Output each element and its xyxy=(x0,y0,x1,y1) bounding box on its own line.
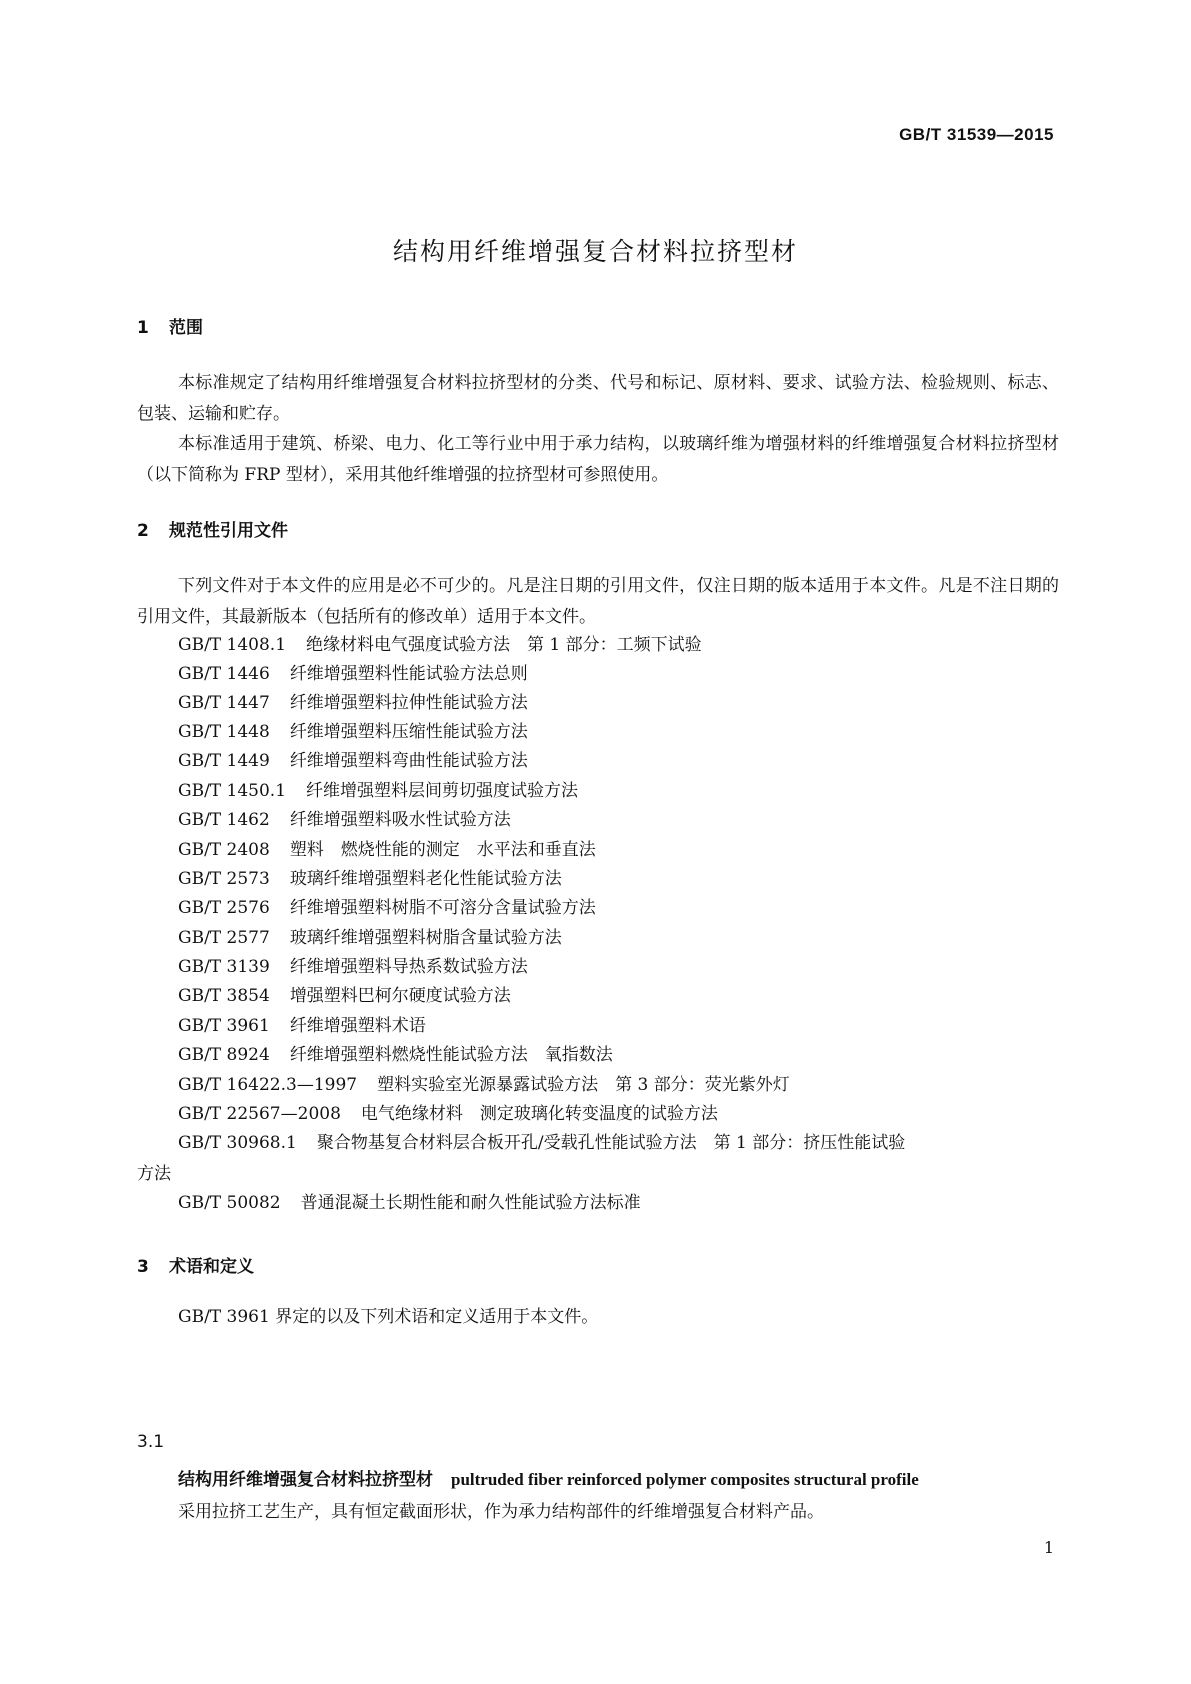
ref-code: GB/T 2573 xyxy=(178,869,270,889)
ref-code: GB/T 2576 xyxy=(178,898,270,918)
term-definition: 采用拉挤工艺生产，具有恒定截面形状，作为承力结构部件的纤维增强复合材料产品。 xyxy=(178,1502,824,1522)
ref-code: GB/T 3961 xyxy=(178,1016,270,1036)
ref-code: GB/T 1450.1 xyxy=(178,781,287,801)
ref-code: GB/T 3139 xyxy=(178,957,270,977)
reference-item xyxy=(178,659,528,690)
section-title: 术语和定义 xyxy=(169,1257,254,1277)
ref-title: 纤维增强塑料吸水性试验方法 xyxy=(289,810,511,830)
term-entry xyxy=(178,1465,919,1490)
section-number: 2 xyxy=(137,521,149,541)
reference-item xyxy=(178,952,528,983)
reference-item xyxy=(178,981,511,1012)
reference-item xyxy=(178,893,596,924)
ref-code: GB/T 1449 xyxy=(178,751,270,771)
ref-code: GB/T 2577 xyxy=(178,928,270,948)
reference-item xyxy=(178,1011,426,1042)
reference-item xyxy=(178,1040,613,1071)
reference-item xyxy=(178,776,578,807)
reference-item xyxy=(178,717,528,748)
reference-item-wrapped xyxy=(137,1128,1059,1190)
reference-item xyxy=(178,805,511,836)
ref-code: GB/T 3854 xyxy=(178,986,270,1006)
section-number: 1 xyxy=(137,318,149,338)
ref-code: GB/T 1448 xyxy=(178,722,270,742)
ref-title: 纤维增强塑料性能试验方法总则 xyxy=(289,664,528,684)
ref-title: 纤维增强塑料压缩性能试验方法 xyxy=(289,722,528,742)
ref-title: 绝缘材料电气强度试验方法 第 1 部分：工频下试验 xyxy=(306,635,702,655)
document-title: 结构用纤维增强复合材料拉挤型材 xyxy=(392,237,798,266)
ref-title: 塑料实验室光源暴露试验方法 第 3 部分：荧光紫外灯 xyxy=(377,1075,790,1095)
ref-code: GB/T 22567—2008 xyxy=(178,1104,341,1124)
reference-item xyxy=(178,1099,718,1130)
section-number: 3 xyxy=(137,1257,149,1277)
reference-item xyxy=(178,746,528,777)
ref-line-1 xyxy=(137,1128,1059,1159)
ref-code: GB/T 2408 xyxy=(178,840,270,860)
ref-title: 玻璃纤维增强塑料老化性能试验方法 xyxy=(289,869,562,889)
section-title: 范围 xyxy=(169,318,203,338)
reference-item xyxy=(178,864,562,895)
ref-title: 纤维增强塑料燃烧性能试验方法 氧指数法 xyxy=(289,1045,613,1065)
ref-title: 纤维增强塑料弯曲性能试验方法 xyxy=(289,751,528,771)
section-2-heading xyxy=(137,516,288,541)
ref-title: 电气绝缘材料 测定玻璃化转变温度的试验方法 xyxy=(360,1104,718,1124)
subclause-number: 3.1 xyxy=(137,1432,165,1452)
term-english: pultruded fiber reinforced polymer composites structural profile xyxy=(451,1470,919,1489)
ref-title: 纤维增强塑料层间剪切强度试验方法 xyxy=(306,781,579,801)
ref-code: GB/T 16422.3—1997 xyxy=(178,1075,358,1095)
ref-code: GB/T 30968.1 xyxy=(178,1133,297,1153)
reference-item xyxy=(178,1070,790,1101)
reference-item xyxy=(178,688,528,719)
ref-title: 纤维增强塑料拉伸性能试验方法 xyxy=(289,693,528,713)
scope-paragraph-1: 本标准规定了结构用纤维增强复合材料拉挤型材的分类、代号和标记、原材料、要求、试验方法、检验规则、标志、包装、运输和贮存。 xyxy=(137,373,1059,424)
ref-title: 塑料 燃烧性能的测定 水平法和垂直法 xyxy=(289,840,596,860)
reference-item xyxy=(178,835,596,866)
ref-title: 增强塑料巴柯尔硬度试验方法 xyxy=(289,986,511,1006)
scope-paragraph-2: 本标准适用于建筑、桥梁、电力、化工等行业中用于承力结构，以玻璃纤维为增强材料的纤维增强复合材料拉挤型材（以下简称为 FRP 型材），采用其他纤维增强的拉挤型材可参照使用。 xyxy=(137,434,1059,485)
ref-code: GB/T 8924 xyxy=(178,1045,270,1065)
ref-code: GB/T 1447 xyxy=(178,693,270,713)
section-3-heading xyxy=(137,1252,254,1277)
ref-title: 普通混凝土长期性能和耐久性能试验方法标准 xyxy=(300,1193,641,1213)
reference-item xyxy=(178,630,702,661)
section-1-heading xyxy=(137,313,203,338)
ref-code: GB/T 1446 xyxy=(178,664,270,684)
terms-intro: GB/T 3961 界定的以及下列术语和定义适用于本文件。 xyxy=(178,1307,599,1327)
ref-title-continuation: 方法 xyxy=(137,1164,171,1184)
ref-title: 纤维增强塑料树脂不可溶分含量试验方法 xyxy=(289,898,596,918)
ref-code: GB/T 1408.1 xyxy=(178,635,287,655)
section-title: 规范性引用文件 xyxy=(169,521,288,541)
ref-title: 玻璃纤维增强塑料树脂含量试验方法 xyxy=(289,928,562,948)
page-number: 1 xyxy=(1043,1538,1054,1557)
standard-code: GB/T 31539—2015 xyxy=(899,125,1054,144)
ref-title: 纤维增强塑料术语 xyxy=(289,1016,426,1036)
ref-title: 纤维增强塑料导热系数试验方法 xyxy=(289,957,528,977)
ref-title: 聚合物基复合材料层合板开孔/受载孔性能试验方法 第 1 部分：挤压性能试验 xyxy=(316,1133,906,1153)
ref-code: GB/T 50082 xyxy=(178,1193,281,1213)
ref-code: GB/T 1462 xyxy=(178,810,270,830)
reference-item xyxy=(178,923,562,954)
reference-item xyxy=(178,1188,641,1219)
references-intro: 下列文件对于本文件的应用是必不可少的。凡是注日期的引用文件，仅注日期的版本适用于本文件。凡是不注日期的引用文件，其最新版本（包括所有的修改单）适用于本文件。 xyxy=(137,576,1059,627)
term-chinese: 结构用纤维增强复合材料拉挤型材 xyxy=(178,1470,433,1490)
